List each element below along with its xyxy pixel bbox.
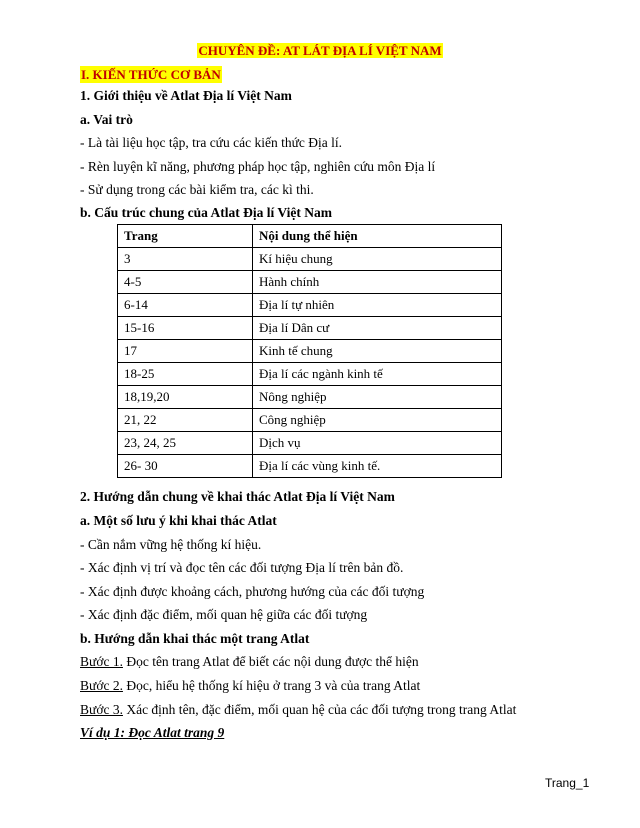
document-title: CHUYÊN ĐỀ: AT LÁT ĐỊA LÍ VIỆT NAM (198, 43, 442, 58)
table-header-row (118, 225, 502, 248)
page-cell: 23, 24, 25 (118, 432, 253, 455)
step-label: Bước 3. (80, 702, 123, 717)
page-cell: 3 (118, 248, 253, 271)
content-cell: Địa lí tự nhiên (253, 294, 502, 317)
content-cell: Địa lí các ngành kinh tế (253, 363, 502, 386)
table-row (118, 363, 502, 386)
page-cell: 15-16 (118, 317, 253, 340)
heading-1: 1. Giới thiệu về Atlat Địa lí Việt Nam (80, 88, 292, 103)
content-cell: Kinh tế chung (253, 340, 502, 363)
page-cell: 21, 22 (118, 409, 253, 432)
content-cell: Công nghiệp (253, 409, 502, 432)
step-line (80, 701, 516, 719)
page-cell: 18,19,20 (118, 386, 253, 409)
content-cell: Địa lí Dân cư (253, 317, 502, 340)
section-heading: I. KIẾN THỨC CƠ BẢN (81, 67, 221, 82)
step-label: Bước 2. (80, 678, 123, 693)
content-cell: Hành chính (253, 271, 502, 294)
page-number: Trang_1 (545, 776, 590, 790)
page-cell: 26- 30 (118, 455, 253, 478)
document-title-wrap (0, 42, 640, 59)
table-row (118, 317, 502, 340)
note-item: - Xác định vị trí và đọc tên các đối tượng Địa lí trên bản đồ. (80, 560, 404, 575)
note-item: - Xác định được khoảng cách, phương hướng của các đối tượng (80, 584, 425, 599)
page-cell: 18-25 (118, 363, 253, 386)
heading-2b: b. Hướng dẫn khai thác một trang Atlat (80, 631, 310, 646)
example-heading: Ví dụ 1: Đọc Atlat trang 9 (80, 725, 225, 740)
table-row (118, 340, 502, 363)
step-label: Bước 1. (80, 654, 123, 669)
step-text: Đọc, hiểu hệ thống kí hiệu ở trang 3 và của trang Atlat (122, 678, 421, 693)
step-line (80, 653, 419, 671)
heading-2: 2. Hướng dẫn chung về khai thác Atlat Địa lí Việt Nam (80, 489, 395, 504)
heading-1a: a. Vai trò (80, 112, 133, 127)
role-item: - Rèn luyện kĩ năng, phương pháp học tập, nghiên cứu môn Địa lí (80, 159, 436, 174)
heading-1b: b. Cấu trúc chung của Atlat Địa lí Việt Nam (80, 205, 333, 220)
column-header: Nội dung thể hiện (253, 225, 502, 248)
note-item: - Cần nắm vững hệ thống kí hiệu. (80, 537, 262, 552)
table-row (118, 248, 502, 271)
atlas-structure-table (117, 224, 502, 478)
content-cell: Nông nghiệp (253, 386, 502, 409)
page-cell: 4-5 (118, 271, 253, 294)
page-cell: 6-14 (118, 294, 253, 317)
role-item: - Sử dụng trong các bài kiểm tra, các kì thi. (80, 182, 314, 197)
column-header: Trang (118, 225, 253, 248)
content-cell: Dịch vụ (253, 432, 502, 455)
table-row (118, 294, 502, 317)
step-text: Đọc tên trang Atlat để biết các nội dung được thể hiện (122, 654, 419, 669)
role-item: - Là tài liệu học tập, tra cứu các kiến thức Địa lí. (80, 135, 343, 150)
table-row (118, 271, 502, 294)
page-cell: 17 (118, 340, 253, 363)
table-row (118, 386, 502, 409)
table-row (118, 432, 502, 455)
note-item: - Xác định đặc điểm, mối quan hệ giữa các đối tượng (80, 607, 368, 622)
step-line (80, 677, 420, 695)
step-text: Xác định tên, đặc điểm, mối quan hệ của các đối tượng trong trang Atlat (122, 702, 517, 717)
table-row (118, 455, 502, 478)
content-cell: Kí hiệu chung (253, 248, 502, 271)
heading-2a: a. Một số lưu ý khi khai thác Atlat (80, 513, 277, 528)
table-row (118, 409, 502, 432)
content-cell: Địa lí các vùng kinh tế. (253, 455, 502, 478)
